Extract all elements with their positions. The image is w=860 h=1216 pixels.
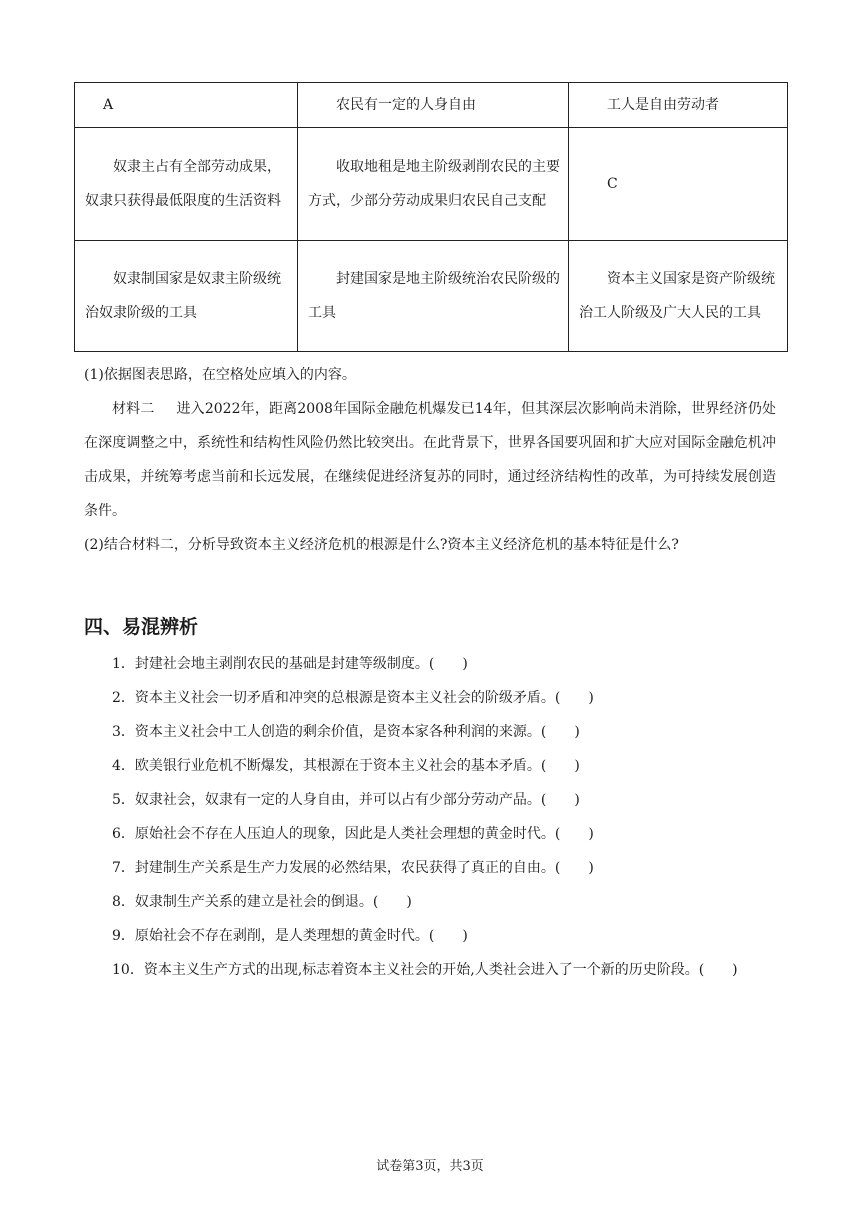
table-cell: 奴隶制国家是奴隶主阶级统治奴隶阶级的工具 <box>75 241 298 352</box>
page-footer: 试卷第3页，共3页 <box>376 1159 484 1174</box>
question-2: (2)结合材料二，分析导致资本主义经济危机的根源是什么?资本主义经济危机的基本特征是什么? <box>84 537 679 553</box>
table-row <box>75 128 788 241</box>
list-item: 10．资本主义生产方式的出现,标志着资本主义社会的开始,人类社会进入了一个新的历史阶段。( ) <box>112 962 738 978</box>
table-row <box>75 241 788 352</box>
material-2-label: 材料二 <box>112 401 155 417</box>
table-cell: A <box>75 83 298 128</box>
list-item: 6．原始社会不存在人压迫人的现象，因此是人类社会理想的黄金时代。( ) <box>112 826 594 842</box>
list-item: 5．奴隶社会，奴隶有一定的人身自由，并可以占有少部分劳动产品。( ) <box>112 792 580 808</box>
material-2 <box>84 392 776 528</box>
question-1: (1)依据图表思路，在空格处应填入的内容。 <box>84 367 356 383</box>
list-item: 2．资本主义社会一切矛盾和冲突的总根源是资本主义社会的阶级矛盾。( ) <box>112 690 594 706</box>
list-item: 1．封建社会地主剥削农民的基础是封建等级制度。( ) <box>112 656 468 672</box>
table-cell: 资本主义国家是资产阶级统治工人阶级及广大人民的工具 <box>569 241 788 352</box>
table-cell: 收取地租是地主阶级剥削农民的主要方式，少部分劳动成果归农民自己支配 <box>298 128 569 241</box>
list-item: 7．封建制生产关系是生产力发展的必然结果，农民获得了真正的自由。( ) <box>112 860 594 876</box>
table-cell: 奴隶主占有全部劳动成果，奴隶只获得最低限度的生活资料 <box>75 128 298 241</box>
table-row <box>75 83 788 128</box>
section-title: 四、易混辨析 <box>84 616 199 638</box>
table-cell: 封建国家是地主阶级统治农民阶级的工具 <box>298 241 569 352</box>
comparison-table <box>74 82 788 352</box>
list-item: 8．奴隶制生产关系的建立是社会的倒退。( ) <box>112 894 412 910</box>
true-false-list <box>84 647 784 987</box>
table-cell: 农民有一定的人身自由 <box>298 83 569 128</box>
list-item: 3．资本主义社会中工人创造的剩余价值，是资本家各种利润的来源。( ) <box>112 724 580 740</box>
material-2-text: 进入2022年，距离2008年国际金融危机爆发已14年，但其深层次影响尚未消除，世界经济仍处在深度调整之中，系统性和结构性风险仍然比较突出。在此背景下，世界各国要巩固和扩大应对国际金融危机冲击成果，并统筹考虑当前和长远发展，在继续促进经济复苏的同时，通过经济结构性的改革，为可持续发展创造条件。 <box>84 401 777 519</box>
table-cell: 工人是自由劳动者 <box>569 83 788 128</box>
list-item: 4．欧美银行业危机不断爆发，其根源在于资本主义社会的基本矛盾。( ) <box>112 758 580 774</box>
list-item: 9．原始社会不存在剥削，是人类理想的黄金时代。( ) <box>112 928 468 944</box>
table-cell: C <box>569 128 788 241</box>
